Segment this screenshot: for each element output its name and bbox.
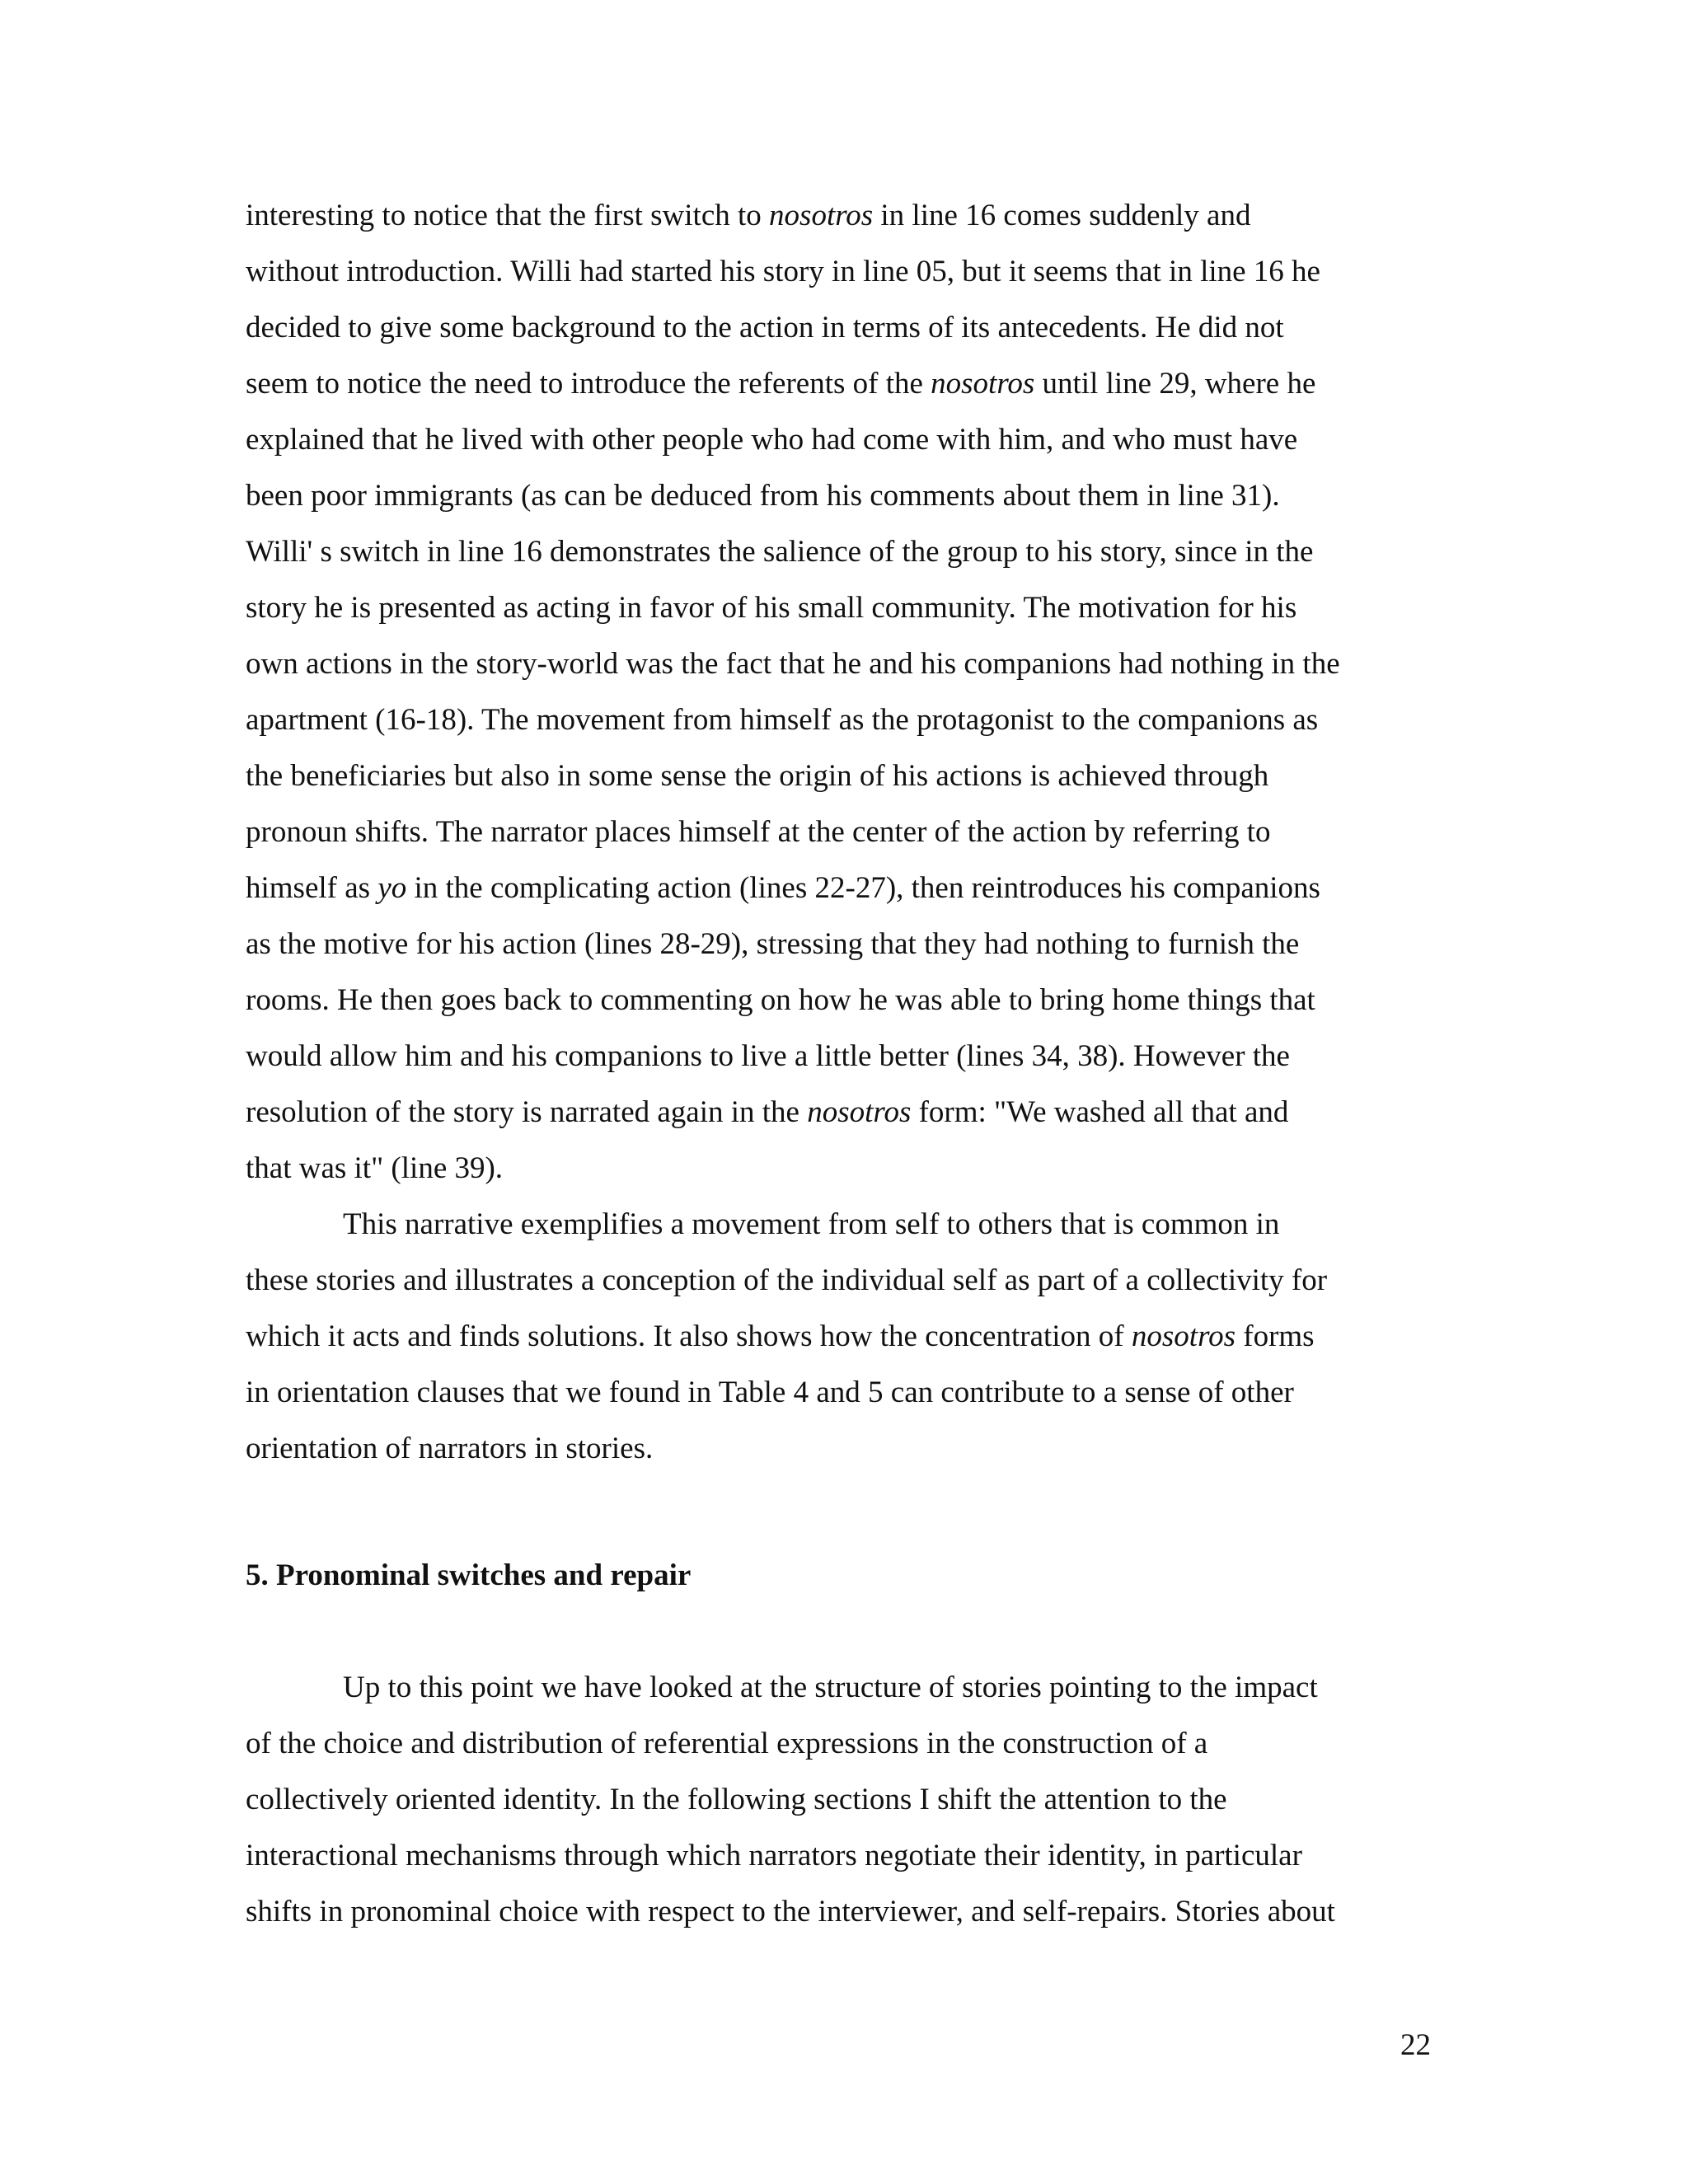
body-text-line: decided to give some background to the action in terms of its antecedents. He did not: [246, 311, 1284, 344]
body-text-line: Up to this point we have looked at the structure of stories pointing to the impact: [343, 1671, 1318, 1704]
body-text-line: apartment (16-18). The movement from himself as the protagonist to the companions as: [246, 703, 1319, 737]
body-text-line: seem to notice the need to introduce the referents of the nosotros until line 29, where he: [246, 367, 1316, 401]
italic-term: nosotros: [931, 367, 1035, 401]
body-text-line: as the motive for his action (lines 28-29), stressing that they had nothing to furnish the: [246, 927, 1300, 961]
body-text-line: explained that he lived with other people who had come with him, and who must have: [246, 423, 1298, 457]
body-text-line: resolution of the story is narrated again in the nosotros form: "We washed all that and: [246, 1095, 1289, 1129]
body-text-line: story he is presented as acting in favor of his small community. The motivation for his: [246, 591, 1297, 625]
body-text-line: interactional mechanisms through which narrators negotiate their identity, in particular: [246, 1839, 1302, 1872]
body-text-line: without introduction. Willi had started his story in line 05, but it seems that in line 16 he: [246, 255, 1320, 288]
body-text-line: which it acts and finds solutions. It also shows how the concentration of nosotros forms: [246, 1319, 1315, 1353]
body-text-line: This narrative exemplifies a movement from self to others that is common in: [343, 1207, 1280, 1241]
body-text-line: these stories and illustrates a conception of the individual self as part of a collectivity for: [246, 1263, 1328, 1297]
body-text-line: shifts in pronominal choice with respect to the interviewer, and self-repairs. Stories about: [246, 1895, 1335, 1929]
body-text-line: rooms. He then goes back to commenting on how he was able to bring home things that: [246, 983, 1315, 1017]
body-text-line: pronoun shifts. The narrator places himself at the center of the action by referring to: [246, 815, 1271, 849]
body-text-line: would allow him and his companions to live a little better (lines 34, 38). However the: [246, 1039, 1290, 1073]
body-text-line: interesting to notice that the first switch to nosotros in line 16 comes suddenly and: [246, 199, 1251, 232]
body-text-line: that was it" (line 39).: [246, 1151, 504, 1185]
body-text-line: Willi' s switch in line 16 demonstrates the salience of the group to his story, since in the: [246, 535, 1314, 569]
body-text-line: collectively oriented identity. In the following sections I shift the attention to the: [246, 1783, 1227, 1816]
section-heading: 5. Pronominal switches and repair: [246, 1558, 692, 1592]
body-text-line: the beneficiaries but also in some sense the origin of his actions is achieved through: [246, 759, 1269, 793]
body-text-line: of the choice and distribution of referential expressions in the construction of a: [246, 1727, 1208, 1760]
italic-term: nosotros: [769, 199, 874, 232]
italic-term: nosotros: [807, 1095, 912, 1129]
body-text-line: orientation of narrators in stories.: [246, 1432, 654, 1465]
body-text-line: in orientation clauses that we found in Table 4 and 5 can contribute to a sense of other: [246, 1376, 1294, 1409]
body-text-line: own actions in the story-world was the fact that he and his companions had nothing in the: [246, 647, 1340, 681]
page-number: 22: [1400, 2028, 1431, 2062]
italic-term: yo: [377, 871, 407, 905]
body-text-line: been poor immigrants (as can be deduced from his comments about them in line 31).: [246, 479, 1280, 513]
italic-term: nosotros: [1131, 1319, 1236, 1353]
body-text-line: himself as yo in the complicating action (lines 22-27), then reintroduces his companions: [246, 871, 1320, 905]
